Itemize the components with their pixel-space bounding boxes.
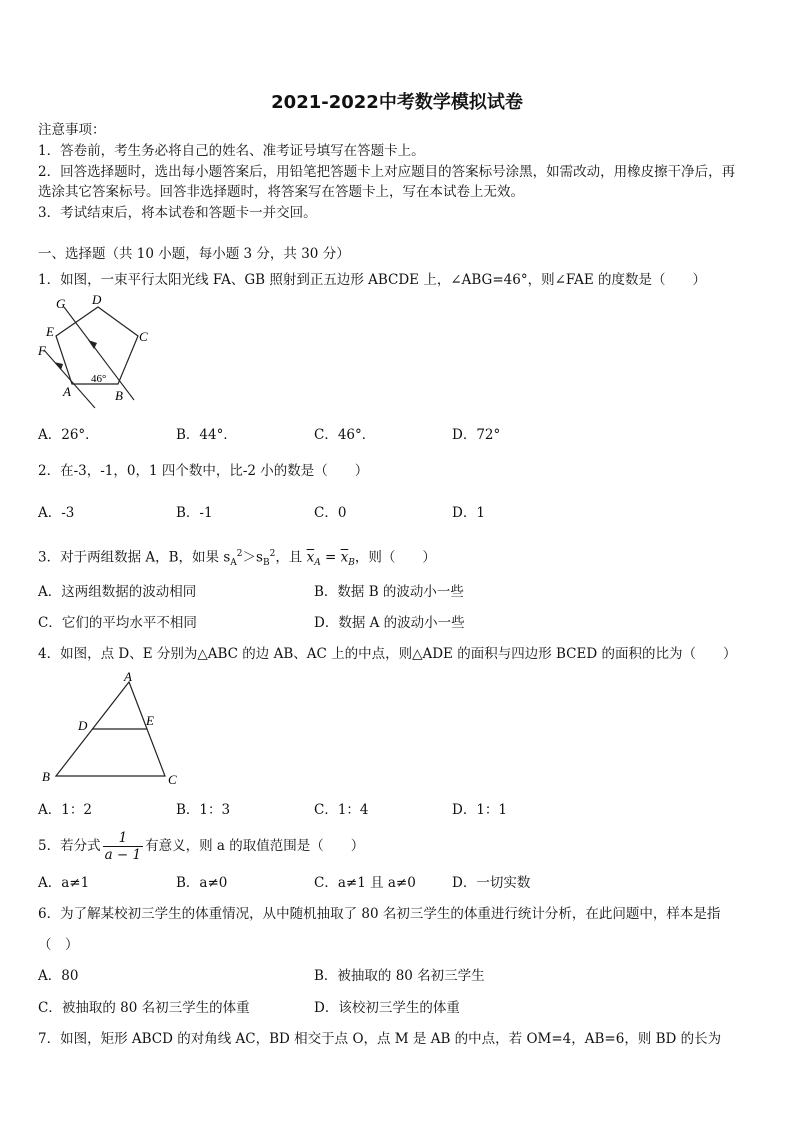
q1-label-f: F bbox=[38, 343, 46, 358]
q3-sub-b: B bbox=[262, 558, 270, 569]
q4-option-d: D．1：1 bbox=[452, 802, 508, 818]
q3-xbar-a: $\overline{x}$ bbox=[306, 549, 315, 566]
q2-option-c: C．0 bbox=[314, 505, 347, 521]
notice-heading: 注意事项： bbox=[38, 122, 106, 138]
q1-label-e: E bbox=[46, 324, 54, 339]
q5-fraction-numerator: 1 bbox=[103, 830, 144, 847]
q2-option-d: D．1 bbox=[452, 505, 485, 521]
q3-sub-a: A bbox=[230, 558, 237, 569]
q5-stem bbox=[38, 828, 364, 864]
notice-line-1: 1．答卷前，考生务必将自己的姓名、准考证号填写在答题卡上。 bbox=[38, 143, 425, 159]
q4-triangle-figure bbox=[38, 670, 188, 788]
q3-xbar-a-sub: A bbox=[314, 558, 321, 569]
section-heading: 一、选择题（共 10 小题，每小题 3 分，共 30 分） bbox=[38, 246, 350, 262]
q5-stem-b: 有意义，则 a 的取值范围是（ ） bbox=[145, 838, 365, 854]
q6-stem-b: （ ） bbox=[38, 937, 79, 953]
q1-option-d: D．72° bbox=[452, 427, 501, 443]
notice-line-3: 3．考试结束后，将本试卷和答题卡一并交回。 bbox=[38, 205, 317, 221]
q3-eq: = bbox=[320, 549, 341, 566]
q5-fraction bbox=[103, 830, 144, 863]
q3-xbar-b-sub: B bbox=[348, 558, 355, 569]
q4-label-b: B bbox=[42, 769, 50, 784]
q3-option-a: A．这两组数据的波动相同 bbox=[38, 584, 197, 600]
page-title: 2021-2022中考数学模拟试卷 bbox=[271, 92, 523, 113]
q5-option-a: A．a≠1 bbox=[38, 875, 90, 891]
q1-label-b: B bbox=[115, 388, 123, 403]
q2-stem: 2．在-3，-1，0，1 四个数中，比-2 小的数是（ ） bbox=[38, 463, 369, 479]
q2-option-b: B．-1 bbox=[176, 505, 213, 521]
q1-option-a: A．26°． bbox=[38, 427, 99, 443]
q5-option-c: C．a≠1 且 a≠0 bbox=[314, 875, 416, 891]
q1-option-b: B．44°． bbox=[176, 427, 237, 443]
q3-option-c: C．它们的平均水平不相同 bbox=[38, 615, 197, 631]
q1-label-a: A bbox=[63, 384, 71, 399]
q6-option-c: C．被抽取的 80 名初三学生的体重 bbox=[38, 1000, 250, 1016]
q4-label-d: D bbox=[78, 718, 88, 733]
q1-stem: 1．如图，一束平行太阳光线 FA、GB 照射到正五边形 ABCDE 上，∠ABG=46°，则∠FAE 的度数是（ ） bbox=[38, 272, 706, 288]
q3-stem-a: 3．对于两组数据 A，B，如果 s bbox=[38, 549, 231, 566]
q3-stem-b: ，且 bbox=[275, 549, 303, 566]
q1-pentagon-figure bbox=[34, 293, 154, 411]
q1-angle-label: 46° bbox=[91, 373, 107, 385]
q1-label-c: C bbox=[139, 329, 148, 344]
q4-label-a: A bbox=[124, 669, 132, 684]
q1-label-g: G bbox=[56, 296, 66, 311]
q5-option-d: D．一切实数 bbox=[452, 875, 531, 891]
q6-option-d: D．该校初三学生的体重 bbox=[314, 1000, 460, 1016]
q3-sup-b: 2 bbox=[269, 549, 276, 559]
q4-label-c: C bbox=[168, 772, 177, 787]
q3-sup-a: 2 bbox=[236, 549, 243, 559]
q3-gt: ＞s bbox=[242, 549, 263, 566]
q5-fraction-denominator: a − 1 bbox=[104, 846, 142, 863]
q3-xbar-b: $\overline{x}$ bbox=[340, 549, 349, 566]
q5-stem-a: 5．若分式 bbox=[38, 838, 101, 854]
q3-stem bbox=[38, 545, 436, 572]
notice-line-2b: 选涂其它答案标号。回答非选择题时，将答案写在答题卡上，写在本试卷上无效。 bbox=[38, 184, 524, 200]
q4-option-b: B．1：3 bbox=[176, 802, 231, 818]
q6-option-a: A．80 bbox=[38, 968, 79, 984]
q4-option-a: A．1：2 bbox=[38, 802, 92, 818]
q4-label-e: E bbox=[146, 713, 154, 728]
q3-stem-c: ，则（ ） bbox=[354, 549, 436, 566]
q5-option-b: B．a≠0 bbox=[176, 875, 228, 891]
q6-stem-a: 6．为了解某校初三学生的体重情况，从中随机抽取了 80 名初三学生的体重进行统计分析，在此问题中，样本是指 bbox=[38, 906, 721, 922]
q1-option-c: C．46°． bbox=[314, 427, 376, 443]
q1-label-d: D bbox=[92, 292, 102, 307]
q7-stem: 7．如图，矩形 ABCD 的对角线 AC，BD 相交于点 O，点 M 是 AB 的中点，若 OM=4，AB=6，则 BD 的长为 bbox=[38, 1031, 722, 1047]
q2-option-a: A．-3 bbox=[38, 505, 75, 521]
q4-stem: 4．如图，点 D、E 分别为△ABC 的边 AB、AC 上的中点，则△ADE 的面积与四边形 BCED 的面积的比为（ ） bbox=[38, 646, 737, 662]
q3-option-d: D．数据 A 的波动小一些 bbox=[314, 615, 465, 631]
q6-option-b: B．被抽取的 80 名初三学生 bbox=[314, 968, 485, 984]
notice-line-2a: 2．回答选择题时，选出每小题答案后，用铅笔把答题卡上对应题目的答案标号涂黑，如需改动，用橡皮擦干净后，再 bbox=[38, 164, 736, 180]
q4-option-c: C．1：4 bbox=[314, 802, 369, 818]
q3-option-b: B．数据 B 的波动小一些 bbox=[314, 584, 464, 600]
